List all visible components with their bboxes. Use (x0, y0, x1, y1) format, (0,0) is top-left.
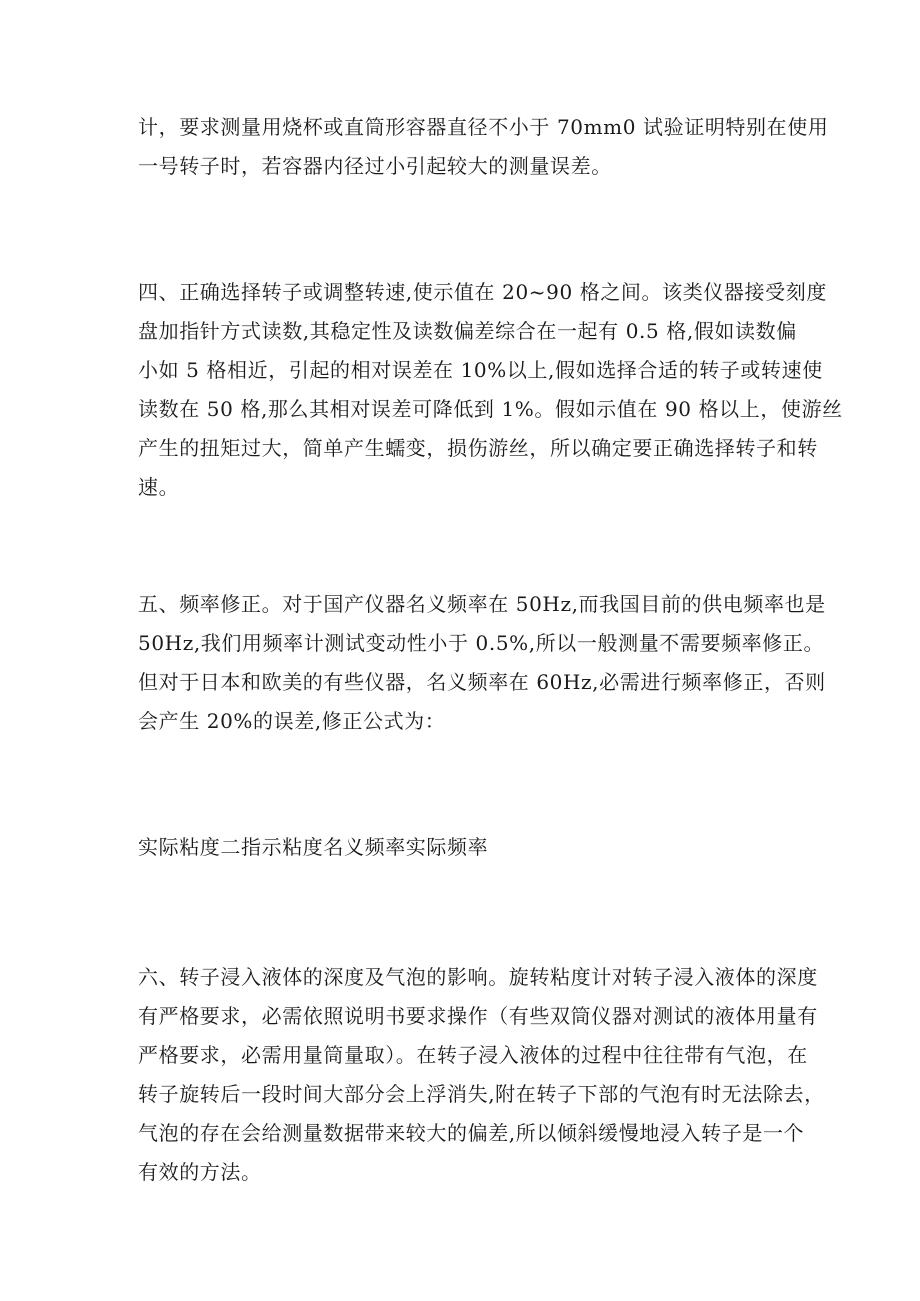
paragraph-line: 50Hz,我们用频率计测试变动性小于 0.5%,所以一般测量不需要频率修正。 (138, 631, 825, 655)
paragraph-formula (138, 828, 798, 867)
formula-line: 实际粘度二指示粘度名义频率实际频率 (138, 835, 489, 859)
paragraph-line: 会产生 20%的误差,修正公式为： (138, 709, 446, 733)
paragraph-line: 一号转子时，若容器内径过小引起较大的测量误差。 (138, 154, 612, 178)
paragraph-line: 五、频率修正。对于国产仪器名义频率在 50Hz,而我国目前的供电频率也是 (138, 592, 826, 616)
paragraph-frequency-correction (138, 585, 826, 741)
paragraph-line: 但对于日本和欧美的有些仪器，名义频率在 60Hz,必需进行频率修正，否则 (138, 670, 826, 694)
paragraph-line: 读数在 50 格,那么其相对误差可降低到 1%。假如示值在 90 格以上，使游丝 (138, 397, 843, 421)
paragraph-line: 气泡的存在会给测量数据带来较大的偏差,所以倾斜缓慢地浸入转子是一个 (138, 1121, 805, 1145)
paragraph-container-measurement (138, 108, 829, 186)
paragraph-immersion-depth (138, 958, 825, 1192)
paragraph-line: 六、转子浸入液体的深度及气泡的影响。旋转粘度计对转子浸入液体的深度 (138, 965, 818, 989)
paragraph-line: 计，要求测量用烧杯或直筒形容器直径不小于 70mm0 试验证明特别在使用 (138, 115, 829, 139)
paragraph-rotor-selection (138, 273, 843, 507)
paragraph-line: 严格要求，必需用量筒量取）。在转子浸入液体的过程中往往带有气泡，在 (138, 1043, 808, 1067)
paragraph-line: 盘加指针方式读数,其稳定性及读数偏差综合在一起有 0.5 格,假如读数偏 (138, 319, 797, 343)
paragraph-line: 速。 (138, 475, 180, 499)
paragraph-line: 转子旋转后一段时间大部分会上浮消失,附在转子下部的气泡有时无法除去， (138, 1082, 825, 1106)
paragraph-line: 有效的方法。 (138, 1160, 262, 1184)
paragraph-line: 产生的扭矩过大，简单产生蠕变，损伤游丝，所以确定要正确选择转子和转 (138, 436, 818, 460)
paragraph-line: 四、正确选择转子或调整转速,使示值在 20~90 格之间。该类仪器接受刻度 (138, 280, 827, 304)
paragraph-line: 有严格要求，必需依照说明书要求操作（有些双筒仪器对测试的液体用量有 (138, 1004, 818, 1028)
paragraph-line: 小如 5 格相近，引起的相对误差在 10%以上,假如选择合适的转子或转速使 (138, 358, 823, 382)
